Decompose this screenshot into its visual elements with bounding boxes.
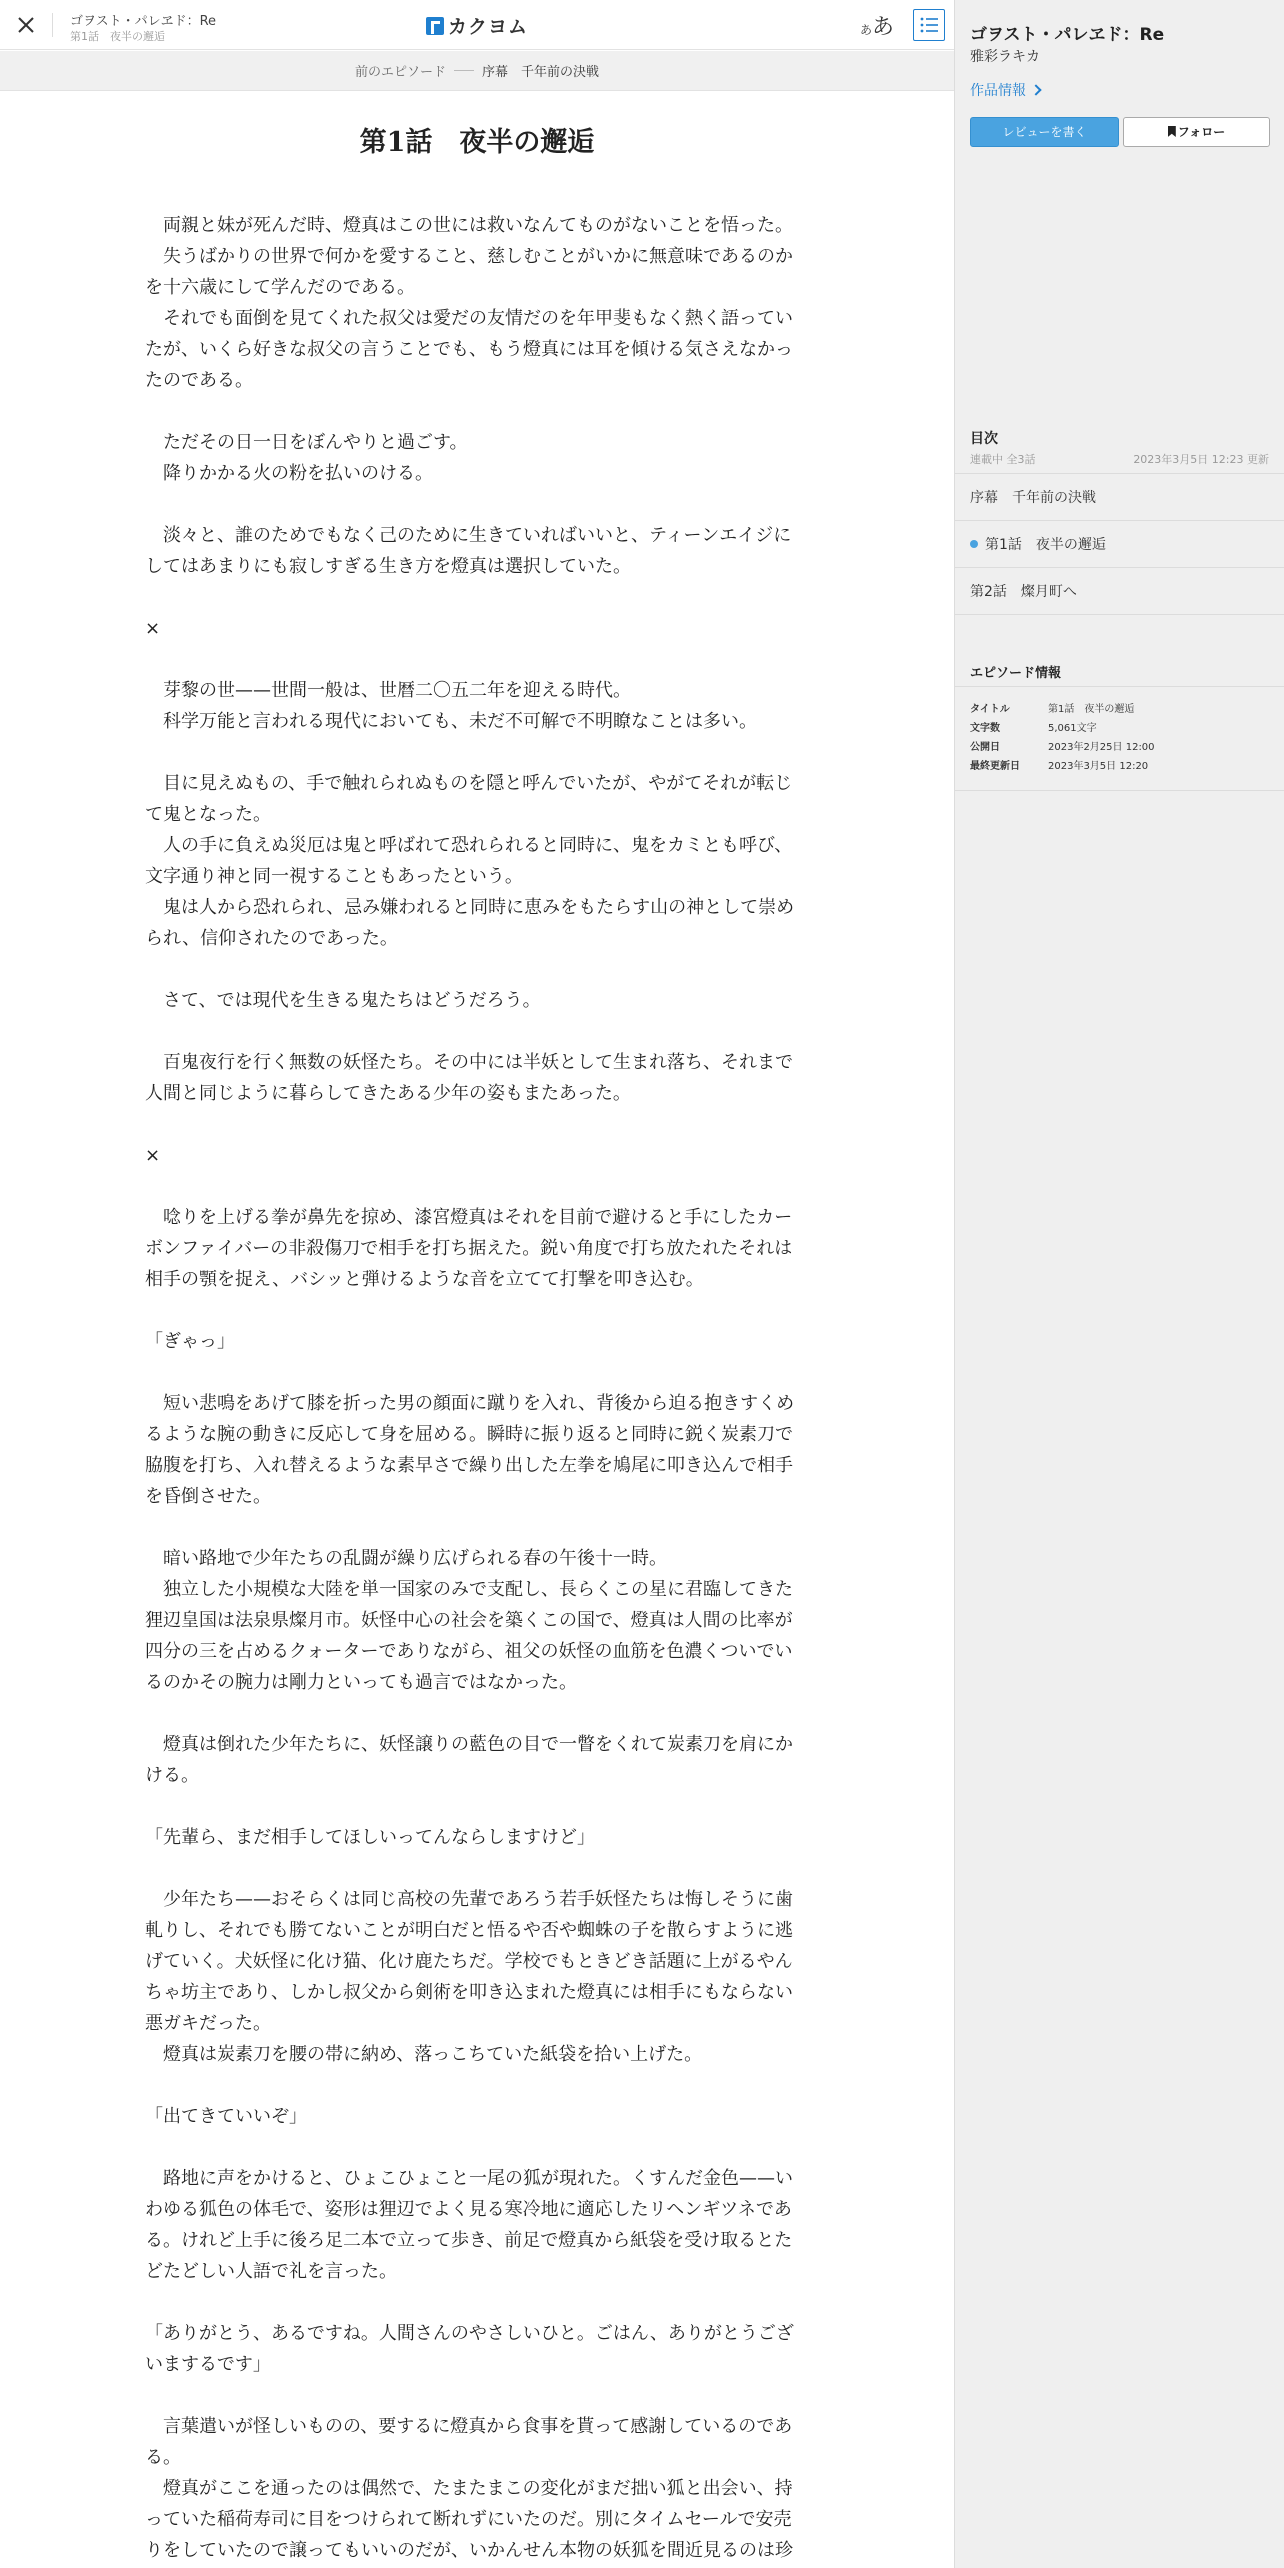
body-line: 文字通り神と同一視することもあったという。 [145, 866, 523, 887]
blank-line [145, 2070, 795, 2101]
body-line: りをしていたので譲ってもいいのだが、いかんせん本物の妖狐を間近見るのは珍 [145, 2540, 793, 2561]
work-info-label: 作品情報 [970, 83, 1026, 99]
blank-line [145, 489, 795, 520]
blank-line [145, 737, 795, 768]
body-line: 狸辺皇国は法泉県燦月市。妖怪中心の社会を築くこの国で、燈真は人間の比率が [145, 1610, 793, 1631]
episode-info-value: 2023年2月25日 12:00 [1048, 742, 1155, 753]
current-episode-dot-icon [970, 540, 978, 548]
body-line: 悪ガキだった。 [145, 2013, 271, 2034]
body-line: 暗い路地で少年たちの乱闘が繰り広げられる春の午後十一時。 [145, 1548, 667, 1569]
header-divider [52, 13, 53, 37]
body-line: 四分の三を占めるクォーターでありながら、祖父の妖怪の血筋を色濃くついでい [145, 1641, 793, 1662]
follow-button[interactable] [1123, 117, 1270, 147]
previous-episode-label: 前のエピソード [354, 65, 446, 80]
blank-line [145, 1295, 795, 1326]
body-line: 淡々と、誰のためでもなく己のために生きていればいいと、ティーンエイジに [145, 525, 792, 546]
blank-line [145, 1016, 795, 1047]
body-line: 目に見えぬもの、手で触れられぬものを隠と呼んでいたが、やがてそれが転じ [145, 773, 793, 794]
body-line: げていく。犬妖怪に化け猫、化け鹿たちだ。学校でもときどき話題に上がるやん [145, 1951, 793, 1972]
body-line: ける。 [145, 1765, 199, 1786]
body-line: 科学万能と言われる現代においても、未だ不可解で不明瞭なことは多い。 [145, 711, 757, 732]
body-line: 「ぎゃっ」 [145, 1331, 235, 1352]
toc-item-label: 第1話 夜半の邂逅 [985, 537, 1106, 553]
body-line: る。けれど上手に後ろ足二本で立って歩き、前足で燈真から紙袋を受け取るとた [145, 2230, 793, 2251]
toc-status: 連載中 全3話 [970, 453, 1036, 466]
episode-info-heading: エピソード情報 [970, 666, 1062, 681]
blank-line [145, 1512, 795, 1543]
bookmark-plus-icon [1168, 126, 1176, 137]
episode-info-value: 2023年3月5日 12:20 [1048, 761, 1149, 772]
body-line: 人の手に負えぬ災厄は鬼と呼ばれて恐れられると同時に、鬼をカミとも呼び、 [145, 835, 793, 856]
episode-info-bottom-divider [955, 790, 1284, 791]
body-line: 独立した小規模な大陸を単一国家のみで支配し、長らくこの星に君臨してきた [145, 1579, 793, 1600]
body-line: × [145, 618, 161, 639]
body-line: 両親と妹が死んだ時、燈真はこの世には救いなんてものがないことを悟った。 [145, 215, 793, 236]
toc-item[interactable] [955, 521, 1284, 568]
blank-line [145, 2132, 795, 2163]
body-line: × [145, 1145, 161, 1166]
body-line: 短い悲鳴をあげて膝を折った男の顔面に蹴りを入れ、背後から迫る抱きすくめ [145, 1393, 795, 1414]
body-line: 脇腹を打ち、入れ替えるような素早さで繰り出した左拳を鳩尾に叩き込んで相手 [145, 1455, 793, 1476]
body-line: さて、では現代を生きる鬼たちはどうだろう。 [145, 990, 541, 1011]
follow-button-label: フォロー [1177, 125, 1226, 139]
body-line: 人間と同じように暮らしてきたある少年の姿もまたあった。 [145, 1083, 631, 1104]
blank-line [145, 582, 795, 613]
body-line: 「ありがとう、あるですね。人間さんのやさしいひと。ごはん、ありがとうござ [145, 2323, 794, 2344]
body-line: たのである。 [145, 370, 253, 391]
body-line: してはあまりにも寂しすぎる生き方を燈真は選択していた。 [145, 556, 631, 577]
episode-info-value: 第1話 夜半の邂逅 [1048, 704, 1135, 715]
body-line: るような腕の動きに反応して身を屈める。瞬時に振り返ると同時に鋭く炭素刀で [145, 1424, 793, 1445]
logo-icon [426, 17, 444, 35]
body-line: るのかその腕力は剛力といっても過言ではなかった。 [145, 1672, 577, 1693]
body-line: 相手の顎を捉え、バシッと弾けるような音を立てて打撃を叩き込む。 [145, 1269, 704, 1290]
blank-line [145, 1853, 795, 1884]
blank-line [145, 1109, 795, 1140]
list-icon[interactable] [913, 9, 945, 41]
toc-item[interactable] [955, 568, 1284, 615]
body-line: られ、信仰されたのであった。 [145, 928, 398, 949]
sidebar-author[interactable]: 雅彩ラキカ [970, 49, 1040, 65]
font-size-small-glyph: あ [860, 23, 873, 37]
body-line: 少年たち——おそらくは同じ高校の先輩であろう若手妖怪たちは悔しそうに歯 [145, 1889, 793, 1910]
episode-info-key: 公開日 [970, 742, 1000, 753]
blank-line [145, 1791, 795, 1822]
body-line: 芽黎の世——世間一般は、世暦二〇五二年を迎える時代。 [145, 680, 631, 701]
blank-line [145, 1698, 795, 1729]
sidebar-work-title[interactable]: ゴヲスト・パレヱド：Re [970, 25, 1165, 45]
blank-line [145, 1171, 795, 1202]
body-line: る。 [145, 2447, 181, 2468]
body-line: 言葉遣いが怪しいものの、要するに燈真から食事を貰って感謝しているのであ [145, 2416, 793, 2437]
episode-info-table [970, 698, 1155, 774]
previous-episode-title: 序幕 千年前の決戦 [482, 65, 600, 80]
body-line: 燈真は炭素刀を腰の帯に納め、落っこちていた紙袋を拾い上げた。 [145, 2044, 703, 2065]
font-size-large-glyph: あ [872, 15, 895, 40]
blank-line [145, 644, 795, 675]
body-line: 失うばかりの世界で何かを愛すること、慈しむことがいかに無意味であるのか [145, 246, 793, 267]
body-line: 路地に声をかけると、ひょこひょこと一尾の狐が現れた。くすんだ金色——い [145, 2168, 793, 2189]
body-line: 鬼は人から恐れられ、忌み嫌われると同時に恵みをもたらす山の神として崇め [145, 897, 795, 918]
previous-episode-divider [454, 70, 474, 71]
body-line: ただその日一日をぼんやりと過ごす。 [145, 432, 468, 453]
logo-text: カクヨム [448, 16, 529, 38]
body-line: 燈真がここを通ったのは偶然で、たまたまこの変化がまだ拙い狐と出会い、持 [145, 2478, 793, 2499]
body-line: 軋りし、それでも勝てないことが明白だと悟るや否や蜘蛛の子を散らすように逃 [145, 1920, 793, 1941]
episode-info-divider [955, 686, 1284, 687]
font-size-button[interactable] [860, 10, 894, 41]
body-line: 唸りを上げる拳が鼻先を掠め、漆宮燈真はそれを目前で避けると手にしたカー [145, 1207, 793, 1228]
body-line: 「出てきていいぞ」 [145, 2106, 307, 2127]
body-line: 百鬼夜行を行く無数の妖怪たち。その中には半妖として生まれ落ち、それまで [145, 1052, 793, 1073]
kakuyomu-logo[interactable] [426, 12, 528, 39]
episode-info-key: 文字数 [970, 723, 1000, 734]
toc-list [955, 473, 1284, 615]
body-line: を十六歳にして学んだのである。 [145, 277, 415, 298]
body-line: 「先輩ら、まだ相手してほしいってんならしますけど」 [145, 1827, 595, 1848]
toc-heading: 目次 [970, 431, 998, 447]
episode-info-value: 5,061文字 [1048, 723, 1097, 734]
body-line: たが、いくら好きな叔父の言うことでも、もう燈真には耳を傾ける気さえなかっ [145, 339, 793, 360]
toc-item-label: 第2話 燦月町へ [970, 584, 1077, 600]
body-line: て鬼となった。 [145, 804, 271, 825]
episode-info-key: タイトル [970, 704, 1010, 715]
body-line: 降りかかる火の粉を払いのける。 [145, 463, 433, 484]
body-line: どたどしい人語で礼を言った。 [145, 2261, 397, 2282]
body-line: わゆる狐色の体毛で、姿形は狸辺でよく見る寒冷地に適応したリヘンギツネであ [145, 2199, 792, 2220]
body-line: 燈真は倒れた少年たちに、妖怪譲りの藍色の目で一瞥をくれて炭素刀を肩にか [145, 1734, 793, 1755]
reader-header [0, 0, 954, 50]
header-work-title[interactable]: ゴヲスト・パレヱド：Re [70, 14, 217, 29]
sidebar [954, 0, 1284, 2568]
blank-line [145, 1357, 795, 1388]
blank-line [145, 2380, 795, 2411]
blank-line [145, 2287, 795, 2318]
episode-title: 第1話 夜半の邂逅 [359, 127, 595, 158]
body-line: っていた稲荷寿司に目をつけられて断れずにいたのだ。別にタイムセールで安売 [145, 2509, 792, 2530]
toc-updated: 2023年3月5日 12:23 更新 [1133, 453, 1269, 466]
blank-line [145, 396, 795, 427]
episode-body [145, 210, 795, 2566]
body-line: いまするです」 [145, 2354, 271, 2375]
previous-episode-link[interactable] [0, 51, 954, 91]
close-icon[interactable] [12, 11, 40, 39]
body-line: ちゃ坊主であり、しかし叔父から剣術を叩き込まれた燈真には相手にもならない [145, 1982, 793, 2003]
work-info-link[interactable] [970, 80, 1040, 100]
body-line: それでも面倒を見てくれた叔父は愛だの友情だのを年甲斐もなく熱く語ってい [145, 308, 793, 329]
episode-info-row [970, 736, 1155, 755]
episode-info-key: 最終更新日 [970, 761, 1020, 772]
episode-info-row [970, 755, 1155, 774]
blank-line [145, 954, 795, 985]
toc-item-label: 序幕 千年前の決戦 [970, 490, 1096, 506]
header-episode-title: 第1話 夜半の邂逅 [70, 30, 165, 43]
episode-info-row [970, 698, 1155, 717]
body-line: を昏倒させた。 [145, 1486, 271, 1507]
write-review-button[interactable]: レビューを書く [970, 117, 1119, 147]
toc-item[interactable] [955, 474, 1284, 521]
chevron-right-icon [1030, 84, 1041, 95]
episode-info-row [970, 717, 1155, 736]
body-line: ボンファイバーの非殺傷刀で相手を打ち据えた。鋭い角度で打ち放たれたそれは [145, 1238, 793, 1259]
